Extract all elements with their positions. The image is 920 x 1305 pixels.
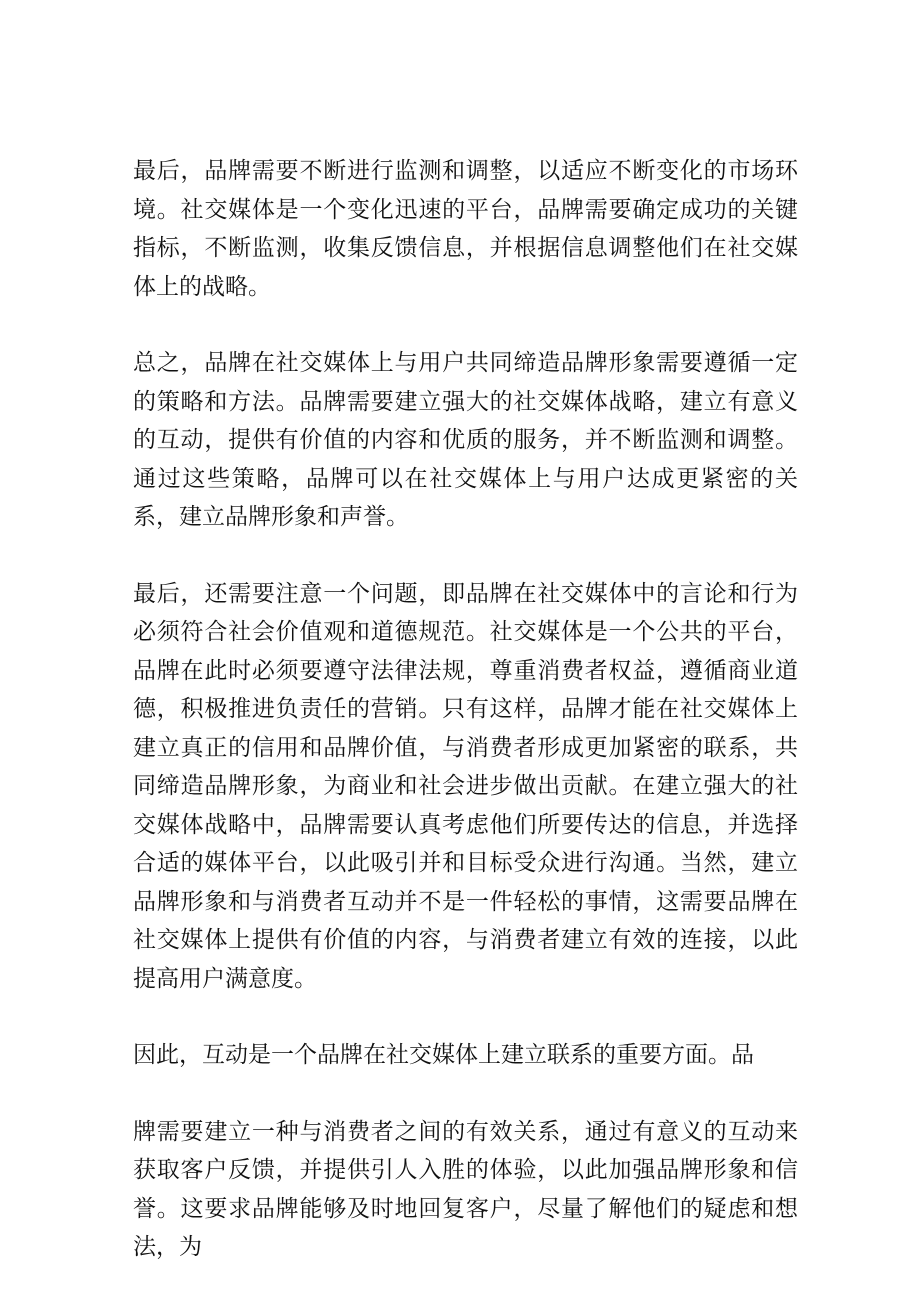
document-body [133, 152, 798, 1305]
paragraph-monitoring: 最后，品牌需要不断进行监测和调整，以适应不断变化的市场环境。社交媒体是一个变化迅速的平台，品牌需要确定成功的关键指标，不断监测，收集反馈信息，并根据信息调整他们在社交媒体上的战略。 [133, 158, 798, 300]
paragraph-summary: 总之，品牌在社交媒体上与用户共同缔造品牌形象需要遵循一定的策略和方法。品牌需要建立强大的社交媒体战略，建立有意义的互动，提供有价值的内容和优质的服务，并不断监测和调整。通过这些策略，品牌可以在社交媒体上与用户达成更紧密的关系，建立品牌形象和声誉。 [133, 350, 798, 530]
paragraph-interaction-detail: 牌需要建立一种与消费者之间的有效关系，通过有意义的互动来获取客户反馈，并提供引人入胜的体验，以此加强品牌形象和信誉。这要求品牌能够及时地回复客户，尽量了解他们的疑虑和想法，为 [133, 1118, 798, 1260]
paragraph-ethics: 最后，还需要注意一个问题，即品牌在社交媒体中的言论和行为必须符合社会价值观和道德规范。社交媒体是一个公共的平台，品牌在此时必须要遵守法律法规，尊重消费者权益，遵循商业道德，积极推进负责任的营销。只有这样，品牌才能在社交媒体上建立真正的信用和品牌价值，与消费者形成更加紧密的联系，共同缔造品牌形象，为商业和社会进步做出贡献。在建立强大的社交媒体战略中，品牌需要认真考虑他们所要传达的信息，并选择合适的媒体平台，以此吸引并和目标受众进行沟通。当然，建立品牌形象和与消费者互动并不是一件轻松的事情，这需要品牌在社交媒体上提供有价值的内容，与消费者建立有效的连接，以此提高用户满意度。 [133, 580, 798, 992]
paragraph-interaction-intro: 因此，互动是一个品牌在社交媒体上建立联系的重要方面。品 [133, 1042, 754, 1068]
